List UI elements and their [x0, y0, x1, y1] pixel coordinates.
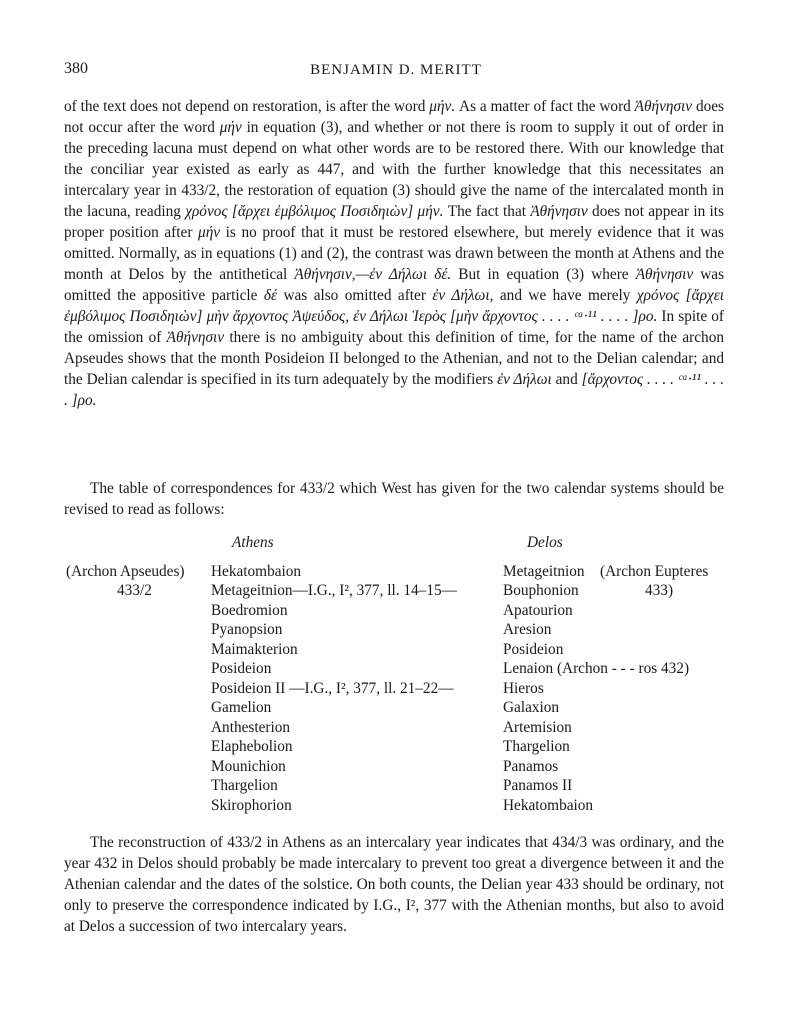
right-note: 433)	[645, 582, 674, 599]
delos-month: Apatourion	[503, 602, 573, 619]
delos-month: Lenaion (Archon - - - ros 432)	[503, 660, 690, 677]
greek-text: Ἀθήνησιν	[166, 329, 225, 346]
athens-month: Hekatombaion	[211, 563, 302, 580]
text: and	[555, 371, 578, 388]
delos-month: Thargelion	[503, 738, 570, 755]
left-note: (Archon Apseudes)	[66, 563, 185, 580]
table-row	[0, 738, 792, 758]
paragraph-1	[64, 96, 724, 411]
delos-month: Panamos II	[503, 777, 573, 794]
greek-text: χρόνος [ἄρχει ἐμβόλιμος Ποσιδηιὼν] μὴν ἄρχοντος Ἀψεύδος, ἐν Δήλωι Ἱερὸς [μὴν ἄρχοντος . . . . ᶜᵃ·¹¹ . . . . ]ρο.	[64, 287, 725, 325]
table-row	[0, 641, 792, 661]
greek-text: δέ	[263, 287, 278, 304]
delos-month: Hieros	[503, 680, 544, 697]
greek-text: ἐν Δήλωι	[497, 371, 552, 388]
greek-text: Ἀθήνησιν	[530, 203, 588, 220]
greek-text: Ἀθήνησιν	[634, 98, 693, 115]
text: As a matter of fact the word	[459, 98, 631, 115]
text: was also omitted after	[283, 287, 426, 304]
athens-month: Anthesterion	[211, 719, 291, 736]
paragraph-2	[64, 478, 724, 520]
athens-month: Boedromion	[211, 602, 288, 619]
text: But in equation (3) where	[458, 266, 629, 283]
right-note: (Archon Eupteres	[600, 563, 709, 580]
delos-month: Hekatombaion	[503, 797, 594, 814]
text: was omitted the appositive particle	[64, 266, 725, 304]
athens-month: Mounichion	[211, 758, 286, 775]
delos-month: Artemision	[503, 719, 572, 736]
greek-text: ἐν Δήλωι,	[432, 287, 494, 304]
table-row	[0, 582, 792, 602]
left-note: 433/2	[117, 582, 152, 599]
greek-text: μήν	[198, 224, 221, 241]
table-row	[0, 621, 792, 641]
table-row	[0, 602, 792, 622]
athens-month: Metageitnion—I.G., I², 377, ll. 14–15—	[211, 582, 457, 599]
text: there is no ambiguity about this definition of time, for the name of the archon Apseudes shows that the month Posideion II belonged to the Athenian, and not to the Delian calendar; and the Delian calendar is specified in its turn adequately by the modifiers	[64, 329, 724, 388]
paragraph-3-text: The reconstruction of 433/2 in Athens as an intercalary year indicates that 434/3 was ordinary, and the year 432 in Delos should probably be made intercalary to prevent too great a divergence between it and the Athenian calendar and the dates of the solstice. On both counts, the Delian year 433 should be ordinary, not only to preserve the correspondence indicated by I.G., I², 377 with the Athenian months, but also to avoid at Delos a succession of two intercalary years.	[64, 834, 724, 935]
table-row	[0, 758, 792, 778]
table-row	[0, 719, 792, 739]
table-row	[0, 699, 792, 719]
table-row	[0, 563, 792, 583]
greek-text: Ἀθήνησιν,—ἐν Δήλωι δέ.	[294, 266, 452, 283]
delos-month: Bouphonion	[503, 582, 579, 599]
table-row	[0, 777, 792, 797]
greek-text: χρόνος [ἄρχει ἐμβόλιμος Ποσιδηιὼν] μήν.	[185, 203, 444, 220]
text: in equation (3), and whether or not there is room to supply it out of order in the preceding lacuna must depend on what other words are to be restored there. With our knowledge that the conciliar year existed as early as 447, and with the further knowledge that this necessitates an intercalary year in 433/2, the restoration of equation (3) should give the name of the intercalated month in the lacuna, reading	[64, 119, 724, 220]
athens-month: Posideion	[211, 660, 272, 677]
athens-month: Posideion II —I.G., I², 377, ll. 21–22—	[211, 680, 454, 697]
athens-month: Maimakterion	[211, 641, 298, 658]
text: of the text does not depend on restoration, is after the word	[64, 98, 426, 115]
athens-month: Thargelion	[211, 777, 278, 794]
table-row	[0, 680, 792, 700]
athens-month: Elaphebolion	[211, 738, 293, 755]
athens-heading: Athens	[232, 534, 274, 551]
greek-text: μήν	[219, 119, 242, 136]
text: In spite of the omission of	[64, 308, 724, 346]
table-row	[0, 797, 792, 817]
delos-month: Aresion	[503, 621, 552, 638]
text: does not occur after the word	[64, 98, 724, 136]
delos-month: Posideion	[503, 641, 564, 658]
delos-month: Panamos	[503, 758, 559, 775]
paragraph-2-text: The table of correspondences for 433/2 which West has given for the two calendar systems should be revised to read as follows:	[64, 480, 724, 518]
table-row	[0, 660, 792, 680]
text: The fact that	[447, 203, 526, 220]
athens-month: Pyanopsion	[211, 621, 283, 638]
greek-text: [ἄρχοντος . . . . ᶜᵃ·¹¹ . . . . ]ρο.	[64, 371, 725, 409]
delos-month: Galaxion	[503, 699, 560, 716]
running-head: BENJAMIN D. MERITT	[310, 62, 482, 78]
text: is no proof that it must be restored elsewhere, but merely evidence that it was omitted. Normally, as in equations (1) and (2), the contrast was drawn between the month at Athens and the month at Delos by the antithetical	[64, 224, 725, 283]
delos-heading: Delos	[527, 534, 563, 551]
greek-text: Ἀθήνησιν	[635, 266, 694, 283]
page-number: 380	[64, 60, 88, 77]
athens-month: Gamelion	[211, 699, 272, 716]
text: does not appear in its proper position after	[64, 203, 724, 241]
paragraph-3	[64, 832, 724, 937]
athens-month: Skirophorion	[211, 797, 292, 814]
delos-month: Metageitnion	[503, 563, 585, 580]
text: and we have merely	[499, 287, 631, 304]
greek-text: μήν.	[429, 98, 456, 115]
